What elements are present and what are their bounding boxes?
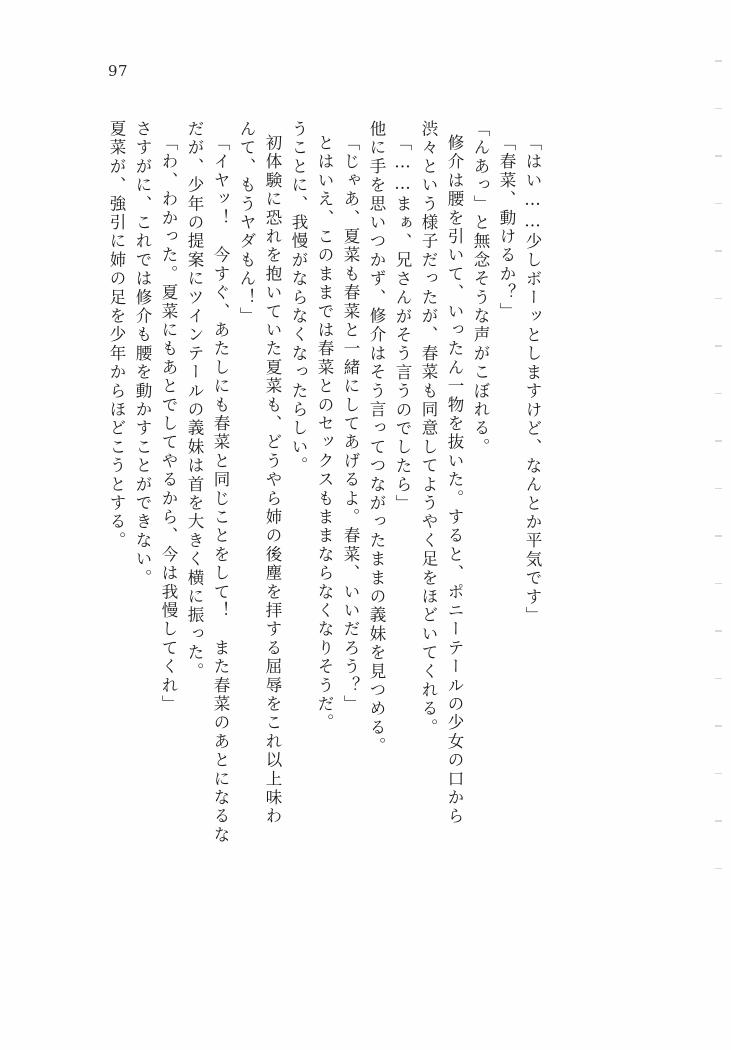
text-column: 初体験に恐れを抱いていた夏菜も、どうやら姉の後塵を拝する屈辱をこれ以上味わ [263,134,282,826]
text-column: 「春菜、動けるか？」 [497,134,516,321]
page-edge-marks [715,60,725,990]
vertical-text-block [99,120,659,920]
text-column: 他に手を思いつかず、修介はそう言ってつながったままの義妹を見つめる。 [367,120,386,756]
text-column: だが、少年の提案にツインテールの義妹は首を大きく横に振った。 [185,120,204,681]
text-column: 「はい……少しボーッとしますけど、なんとか平気です」 [523,134,542,626]
text-column: 修介は腰を引いて、いったん一物を抜いた。すると、ポニーテールの少女の口から [445,134,464,826]
text-column: 夏菜が、強引に姉の足を少年からほどこうとする。 [107,120,126,551]
text-column: 「イヤッ！ 今すぐ、あたしにも春菜と同じことをして！ また春菜のあとになるな [211,134,230,845]
text-column: 渋々という様子だったが、春菜も同意してようやく足をほどいてくれる。 [419,120,438,738]
text-column: 「わ、わかった。夏菜にもあとでしてやるから、今は我慢してくれ」 [159,134,178,714]
text-column: さすがに、これでは修介も腰を動かすことができない。 [133,120,152,588]
text-column: 「じゃあ、夏菜も春菜と一緒にしてあげるよ。春菜、いいだろう？」 [341,134,360,714]
text-column: とはいえ、このままでは春菜とのセックスもままならなくなりそうだ。 [315,134,334,733]
text-column: 「んあっ」と無念そうな声がこぼれる。 [471,120,490,457]
text-column: うことに、我慢がならなくなったらしい。 [289,120,308,476]
page-number: 97 [108,62,129,80]
text-column: んて、もうヤダもん！」 [237,120,256,326]
text-column: 「……まぁ、兄さんがそう言うのでしたら」 [393,134,412,513]
